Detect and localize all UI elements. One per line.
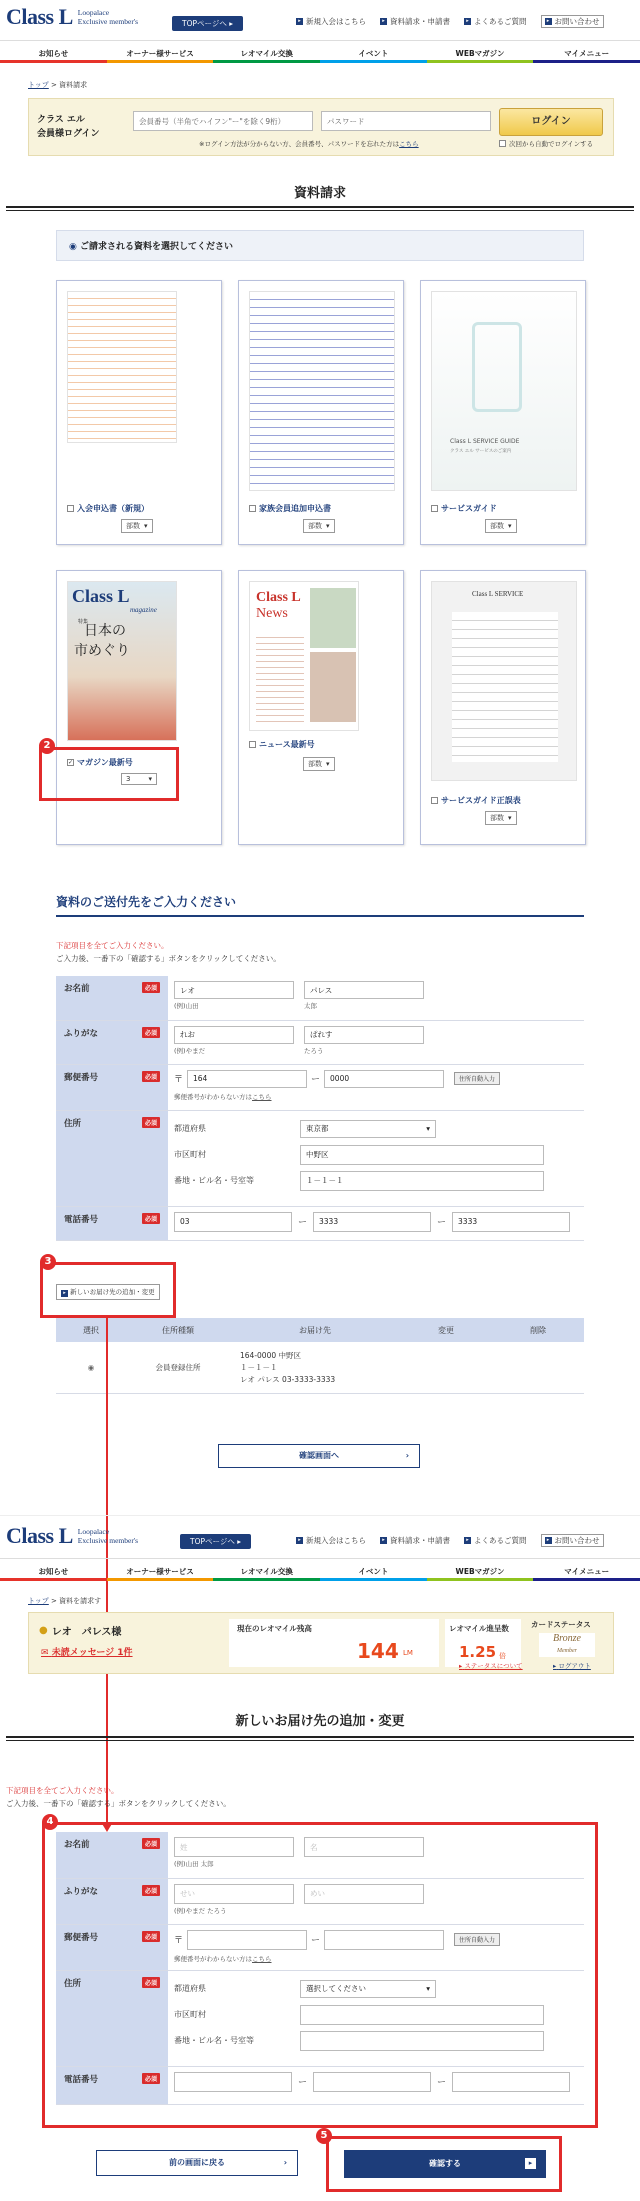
- address-label: [56, 1970, 168, 2066]
- tel3-input[interactable]: 3333: [452, 1212, 570, 1232]
- zip-autofill-button[interactable]: 住所自動入力: [454, 1933, 500, 1946]
- breadcrumb-home[interactable]: トップ: [28, 81, 49, 89]
- address-form-2: [56, 1832, 584, 2105]
- arrow-icon: ▸: [464, 18, 471, 25]
- status-info-link[interactable]: [459, 1661, 523, 1670]
- errata-cover-text: Class L SERVICE: [472, 590, 524, 598]
- mile-value: 144: [357, 1639, 399, 1663]
- first-kana-example: たろう: [304, 1046, 324, 1055]
- circle-bullet-icon: ◉: [69, 242, 77, 252]
- chevron-right-icon: ›: [283, 2158, 287, 2167]
- header-links-2: [296, 1534, 604, 1547]
- header-link-label: お問い合わせ: [554, 1536, 600, 1545]
- caret-down-icon: ▾: [144, 522, 148, 530]
- arrow-icon: ▸: [296, 18, 303, 25]
- main-nav-2: [0, 1558, 640, 1581]
- header-link-label: 新規入会はこちら: [306, 1536, 366, 1545]
- zip-dash: ー: [311, 1075, 321, 1085]
- select-prompt-text: ご請求される資料を選択してください: [80, 242, 234, 252]
- header-link-label: 新規入会はこちら: [306, 17, 366, 26]
- step-4-badge: 4: [42, 1814, 58, 1830]
- page2-separator: [0, 1515, 640, 1516]
- logo-text: Class L: [6, 1523, 73, 1548]
- auto-login-label: 次回から自動でログインする: [509, 140, 594, 148]
- user-greeting: [39, 1623, 121, 1638]
- magazine-cover-sub: magazine: [130, 606, 157, 614]
- header-link-label: 資料請求・申請書: [390, 17, 450, 26]
- required-badge: 必須: [142, 1931, 160, 1942]
- tel-label-text: 電話番号: [64, 1214, 99, 1225]
- city-input[interactable]: 中野区: [300, 1145, 544, 1165]
- th-type: 住所種類: [162, 1325, 194, 1335]
- logo-sub-1: Loopalace: [77, 8, 110, 17]
- member-status-box: [28, 1612, 614, 1674]
- caret-down-icon: ▾: [508, 814, 512, 822]
- arrow-icon: ▸: [380, 1537, 387, 1544]
- magazine-checkbox[interactable]: ✓: [68, 759, 74, 766]
- page2-title: 新しいお届け先の追加・変更: [235, 1714, 405, 1729]
- nav-item-event[interactable]: イベント: [320, 1559, 427, 1581]
- user-name: レオ パレス様: [51, 1627, 122, 1638]
- th-destination: お届け先: [299, 1325, 331, 1335]
- name-label: [56, 1832, 168, 1878]
- header-link-faq[interactable]: [464, 1534, 527, 1547]
- required-badge: 必須: [142, 1213, 160, 1224]
- step-3-badge: 3: [40, 1254, 56, 1270]
- send-title: 資料のご送付先をご入力ください: [56, 895, 237, 909]
- arrow-icon: ▸: [545, 1537, 552, 1544]
- top-page-label: TOPページへ: [190, 1537, 235, 1546]
- tel-dash: ー: [298, 1218, 308, 1228]
- rate-unit: 倍: [499, 1652, 506, 1660]
- breadcrumb: トップ > 資料請求: [28, 81, 88, 89]
- login-title-1: クラス エル: [37, 115, 85, 125]
- zip-hint: 郵便番号がわからない方は: [174, 1092, 252, 1101]
- breadcrumb-current: 資料を請求す: [59, 1597, 102, 1605]
- add-address-label: 新しいお届け先の追加・変更: [70, 1288, 155, 1296]
- tel-label: [56, 2066, 168, 2104]
- header-link-join[interactable]: [296, 1534, 366, 1547]
- address-label-text: 住所: [64, 1978, 82, 1989]
- first-name-input[interactable]: パレス: [304, 981, 424, 999]
- step-2-badge: 2: [39, 738, 55, 754]
- address-type: 会員登録住所: [155, 1363, 201, 1372]
- street-input[interactable]: [300, 2031, 544, 2051]
- confirm-screen-label: 確認画面へ: [299, 1451, 339, 1460]
- first-kana-input[interactable]: ぱれす: [304, 1026, 424, 1044]
- top-page-label: TOPページへ: [182, 19, 227, 28]
- nav-item-event[interactable]: イベント: [320, 41, 427, 63]
- street-label: 番地・ビル名・号室等: [174, 1176, 254, 1185]
- breadcrumb-current: 資料請求: [59, 81, 88, 89]
- required-badge: 必須: [142, 2073, 160, 2084]
- nav-item-magazine[interactable]: WEBマガジン: [427, 1559, 534, 1581]
- status-info-label: ステータスについて: [464, 1662, 523, 1670]
- title-divider-2: [6, 1736, 634, 1741]
- rate-label: レオマイル進呈数: [449, 1624, 509, 1633]
- tel-label-text: 電話番号: [64, 2074, 99, 2085]
- errata-label: サービスガイド正誤表: [441, 796, 521, 805]
- nav-item-news[interactable]: お知らせ: [0, 1559, 107, 1581]
- mile-unit: LM: [403, 1649, 413, 1657]
- tel3-input[interactable]: [452, 2072, 570, 2092]
- kana-label-text: ふりがな: [64, 1886, 99, 1897]
- top-page-button[interactable]: TOPページへ ▸: [172, 16, 243, 31]
- pref-label: 都道府県: [174, 1124, 206, 1133]
- user-icon: ●: [39, 1625, 48, 1636]
- header-link-contact[interactable]: [541, 1534, 604, 1547]
- login-help-link[interactable]: こちら: [399, 140, 419, 148]
- street-label: 番地・ビル名・号室等: [174, 2036, 254, 2045]
- member-number-input[interactable]: 会員番号（半角でハイフン"ー"を除く9桁）: [133, 111, 313, 131]
- destination-line-3: レオ パレス 03-3333-3333: [240, 1374, 336, 1384]
- name-example: (例)山田 太郎: [174, 1860, 214, 1868]
- logout-link[interactable]: [553, 1661, 591, 1670]
- city-input[interactable]: [300, 2005, 544, 2025]
- status-badge: [539, 1633, 595, 1657]
- qty-value: 部数: [490, 814, 504, 822]
- required-note-2: 下記項目を全てご入力ください。: [6, 1786, 119, 1795]
- required-badge: 必須: [142, 1977, 160, 1988]
- back-button[interactable]: [96, 2150, 298, 2176]
- mail-icon: ✉: [41, 1648, 49, 1658]
- caret-down-icon: ▾: [508, 522, 512, 530]
- first-kana-input[interactable]: めい: [304, 1884, 424, 1904]
- name-label-text: お名前: [64, 984, 90, 994]
- logout-label: ログアウト: [558, 1662, 591, 1670]
- zip-label-text: 郵便番号: [64, 1932, 99, 1943]
- last-name-input[interactable]: 姓: [174, 1837, 294, 1857]
- required-badge: 必須: [142, 1071, 160, 1082]
- required-badge: 必須: [142, 1885, 160, 1896]
- last-kana-example: (例)やまだ: [174, 1046, 206, 1055]
- status-value: Bronze: [553, 1633, 581, 1644]
- zip2-input[interactable]: 0000: [324, 1070, 444, 1088]
- nav-item-owner[interactable]: オーナー様サービス: [107, 1559, 214, 1581]
- unread-message-link[interactable]: [41, 1645, 133, 1658]
- qty-value: 3: [126, 775, 131, 783]
- pref-placeholder: 選択してください: [306, 1984, 366, 1993]
- qty-value: 部数: [308, 522, 322, 530]
- kana-label-text: ふりがな: [64, 1028, 99, 1039]
- name-label-text: お名前: [64, 1840, 90, 1850]
- login-note-text: ※ログイン方法が分からない方、会員番号、パスワードを忘れた方は: [199, 140, 400, 148]
- zip-label-text: 郵便番号: [64, 1072, 99, 1083]
- arrow-icon: ▸: [459, 1662, 463, 1670]
- magazine-cover-feature: 特集: [78, 619, 89, 625]
- last-name-input[interactable]: レオ: [174, 981, 294, 999]
- header-link-label: よくあるご質問: [474, 1536, 527, 1545]
- instruction-text: ご入力後、一番下の「確認する」ボタンをクリックしてください。: [56, 954, 281, 963]
- chevron-right-icon: ›: [405, 1451, 409, 1460]
- nav-item-mile[interactable]: レオマイル交換: [213, 41, 320, 63]
- zip-label: [56, 1924, 168, 1970]
- status-sub: Member: [557, 1648, 577, 1654]
- header-link-docs[interactable]: [380, 1534, 450, 1547]
- instruction-text-2: ご入力後、一番下の「確認する」ボタンをクリックしてください。: [6, 1799, 231, 1808]
- zip1-input[interactable]: [187, 1930, 307, 1950]
- city-label: 市区町村: [174, 1150, 206, 1159]
- nav-item-owner[interactable]: オーナー様サービス: [107, 41, 214, 63]
- guide-label: サービスガイド: [441, 504, 497, 513]
- required-badge: 必須: [142, 1027, 160, 1038]
- pref-value: 東京都: [306, 1124, 329, 1133]
- family-label: 家族会員追加申込書: [259, 504, 331, 513]
- caret-down-icon: ▾: [426, 1124, 430, 1133]
- zip-mark: 〒: [174, 1075, 184, 1085]
- zip-dash: ー: [311, 1936, 321, 1946]
- magazine-label: マガジン最新号: [77, 758, 133, 767]
- nav-item-mymenu[interactable]: マイメニュー: [533, 1559, 640, 1581]
- arrow-icon: ▸: [380, 18, 387, 25]
- required-badge: 必須: [142, 1838, 160, 1849]
- status-label: カードステータス: [531, 1620, 591, 1629]
- address-radio[interactable]: ◉: [87, 1363, 95, 1372]
- breadcrumb-home[interactable]: トップ: [28, 1597, 49, 1605]
- step-5-badge: 5: [316, 2128, 332, 2144]
- news-cover-title: News: [256, 606, 288, 621]
- last-name-example: (例)山田: [174, 1002, 199, 1010]
- guide-cover-text: Class L SERVICE GUIDE: [450, 438, 520, 445]
- zip-hint: 郵便番号がわからない方は: [174, 1954, 252, 1963]
- city-label: 市区町村: [174, 2010, 206, 2019]
- rate-value: 1.25: [459, 1643, 497, 1661]
- back-label: 前の画面に戻る: [169, 2158, 225, 2167]
- application-label: 入会申込書（新規）: [77, 504, 149, 513]
- mile-balance: [229, 1619, 439, 1667]
- login-title-2: 会員様ログイン: [37, 129, 100, 139]
- tel1-input[interactable]: 03: [174, 1212, 292, 1232]
- mile-label: 現在のレオマイル残高: [237, 1624, 312, 1633]
- tel2-input[interactable]: 3333: [313, 1212, 431, 1232]
- nav-item-mile[interactable]: レオマイル交換: [213, 1559, 320, 1581]
- zip1-input[interactable]: 164: [187, 1070, 307, 1088]
- logo-sub-2: Exclusive member's: [77, 1536, 139, 1545]
- arrow-icon: ▸: [464, 1537, 471, 1544]
- qty-value: 部数: [308, 760, 322, 768]
- guide-cover-subtext: クラス エル サービスのご案内: [450, 449, 512, 454]
- th-delete: 削除: [530, 1325, 546, 1335]
- arrow-icon: ▸: [545, 18, 552, 25]
- last-kana-input[interactable]: せい: [174, 1884, 294, 1904]
- header-link-label: 資料請求・申請書: [390, 1536, 450, 1545]
- magazine-cover-title-2: 市めぐり: [74, 644, 130, 659]
- header-link-label: よくあるご質問: [474, 17, 527, 26]
- nav-item-news[interactable]: お知らせ: [0, 41, 107, 63]
- caret-down-icon: ▾: [326, 522, 330, 530]
- pref-select[interactable]: [300, 1980, 436, 1998]
- qty-value: 部数: [490, 522, 504, 530]
- card-status: [527, 1619, 607, 1655]
- chevron-right-icon: ▸: [525, 2158, 536, 2169]
- first-name-input[interactable]: 名: [304, 1837, 424, 1857]
- news-label: ニュース最新号: [259, 740, 315, 749]
- zip-lookup-link[interactable]: こちら: [252, 1092, 272, 1101]
- kana-label: [56, 1878, 168, 1924]
- password-input[interactable]: パスワード: [321, 111, 491, 131]
- confirm-button[interactable]: [344, 2150, 546, 2178]
- required-badge: 必須: [142, 1117, 160, 1128]
- destination-line-2: １－１－１: [240, 1362, 278, 1372]
- logo-text: Class L: [6, 4, 73, 29]
- unread-label: 未読メッセージ 1件: [51, 1648, 133, 1658]
- zip-lookup-link[interactable]: こちら: [252, 1954, 272, 1963]
- zip-mark: 〒: [174, 1936, 184, 1946]
- site-logo-2[interactable]: [6, 1523, 138, 1549]
- address-label-text: 住所: [64, 1118, 82, 1129]
- zip2-input[interactable]: [324, 1930, 444, 1950]
- arrow-icon: ▸: [553, 1662, 557, 1670]
- mile-rate: [445, 1619, 521, 1667]
- th-select: 選択: [83, 1325, 99, 1335]
- confirm-label: 確認する: [429, 2159, 461, 2168]
- arrow-icon: ▸: [61, 1290, 68, 1297]
- header-link-label: お問い合わせ: [554, 17, 600, 26]
- logo-sub-2: Exclusive member's: [77, 17, 139, 26]
- last-kana-input[interactable]: れお: [174, 1026, 294, 1044]
- destination-line-1: 164-0000 中野区: [240, 1350, 301, 1360]
- nav-item-mymenu[interactable]: マイメニュー: [533, 41, 640, 63]
- tel-dash: ー: [298, 2078, 308, 2088]
- nav-item-magazine[interactable]: WEBマガジン: [427, 41, 534, 63]
- magazine-cover-logo: Class L: [72, 586, 130, 606]
- street-input[interactable]: １－１－１: [300, 1171, 544, 1191]
- tel2-input[interactable]: [313, 2072, 431, 2092]
- caret-down-icon: ▾: [426, 1984, 430, 1993]
- first-name-example: 太郎: [304, 1002, 317, 1010]
- zip-autofill-button[interactable]: 住所自動入力: [454, 1072, 500, 1085]
- th-edit: 変更: [438, 1325, 454, 1335]
- qty-value: 部数: [126, 522, 140, 530]
- kana-example: (例)やまだ たろう: [174, 1906, 227, 1915]
- tel1-input[interactable]: [174, 2072, 292, 2092]
- logo-sub-1: Loopalace: [77, 1527, 110, 1536]
- news-cover-logo: Class L: [256, 590, 301, 605]
- required-badge: 必須: [142, 982, 160, 993]
- caret-down-icon: ▾: [326, 760, 330, 768]
- breadcrumb-2: トップ > 資料を請求す: [28, 1597, 102, 1605]
- tel-dash: ー: [437, 1218, 447, 1228]
- page-title: 資料請求: [293, 186, 346, 201]
- pref-label: 都道府県: [174, 1984, 206, 1993]
- arrow-icon: ▸: [296, 1537, 303, 1544]
- top-page-button[interactable]: TOPページへ ▸: [180, 1534, 251, 1549]
- required-note: 下記項目を全てご入力ください。: [56, 941, 169, 950]
- caret-down-icon: ▾: [148, 775, 152, 783]
- magazine-cover-title-1: 日本の: [84, 624, 126, 639]
- tel-dash: ー: [437, 2078, 447, 2088]
- login-button[interactable]: ログイン: [499, 108, 603, 136]
